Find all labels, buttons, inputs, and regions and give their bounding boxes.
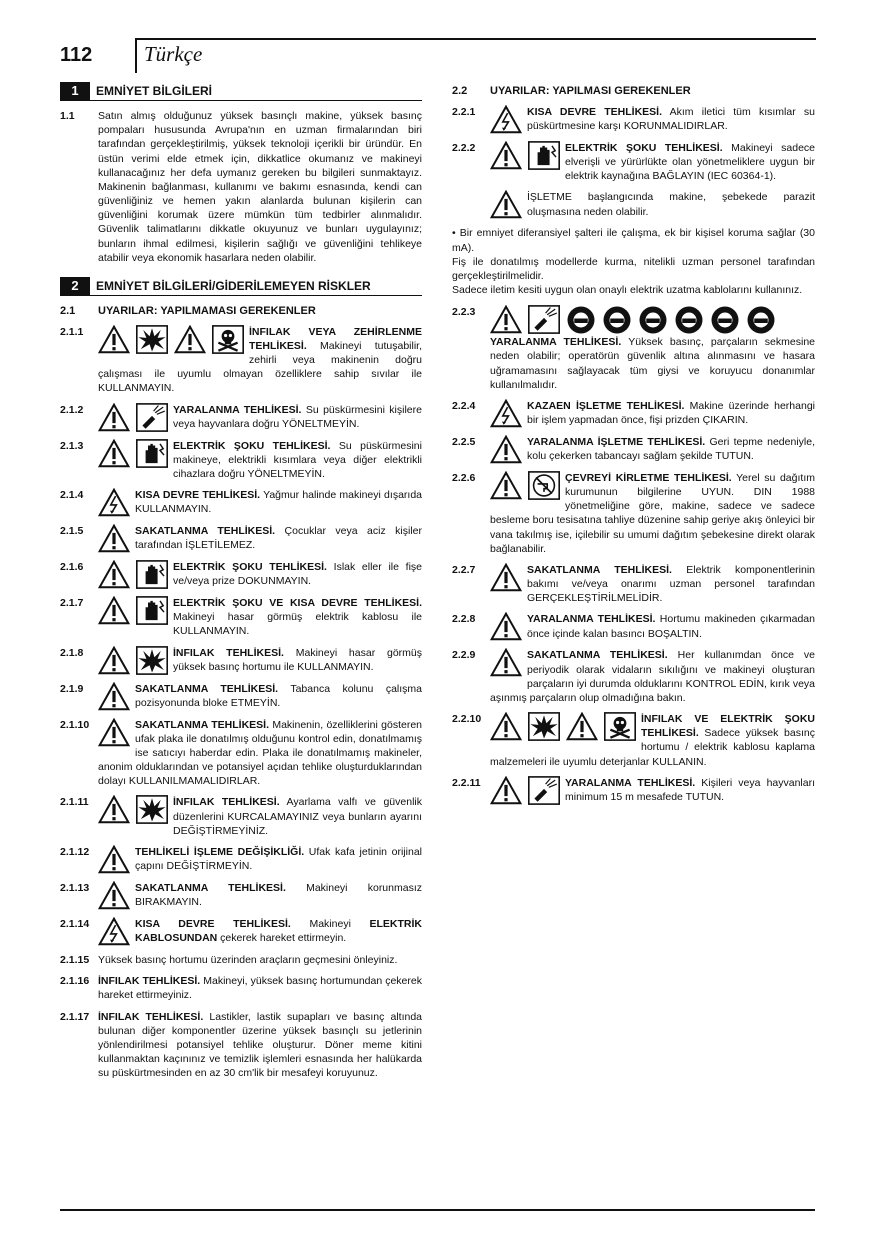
hazard-text: Yüksek basınç, parçaların sekmesine neden olabilir; operatörün güvenlik altına alınmasını ve hasara uğramamasını sağlayacak tüm giysi ve koruyucu donanımlar kullanılmalıdır. <box>490 336 815 391</box>
list-item <box>452 435 815 464</box>
list-item <box>60 1010 422 1081</box>
icon-group <box>98 718 130 747</box>
item-number: 2.1.16 <box>60 975 90 988</box>
header-divider <box>135 38 137 73</box>
warning-triangle-icon <box>98 403 130 432</box>
spray-jet-icon <box>528 776 560 805</box>
item-body <box>490 563 815 606</box>
item-text: Satın almış olduğunuz yüksek basınçlı makine, yüksek basınç pompaları hususunda Avrupa'nın en uzman firmalarından biri tarafından gerçekleştirilmiş, yüksek teknoloji içerikli bir üründür. En üstün verimi elde etmek için, dikkatlice okumanız ve makineyi kullanacağınız her defa uymanız gereken bu bilgileri sunmaktayız. Makinenin bağlanması, kullanımı ve bakımı esnasında, kendi can güvenliğiniz ve hemen yakın alanlarda bulunan kişilerin can güvenliğini korumak üzere mümkün tüm tedbirler alınmalıdır. Güvenlik talimatlarını dikkatle okuyunuz ve bunları uygulayınız; bunların ihmal edilmesi, kişilerin sağlığı ve güvenliğini tehlikeye atabilir veya ekonomik hasarlara neden olabilir. <box>98 110 422 264</box>
item-number: 2.1.11 <box>60 796 89 809</box>
hazard-text: Makine üzerinde herhangi bir işlem yapmadan önce, fişi prizden ÇIKARIN. <box>527 399 815 427</box>
item-body <box>490 648 815 705</box>
protective-equipment-icon <box>710 305 740 335</box>
left-column <box>60 82 422 1087</box>
list-item <box>60 488 422 517</box>
hazard-heading: YARALANMA TEHLİKESİ. <box>490 336 622 349</box>
hazard-heading: ELEKTRİK ŞOKU VE KISA DEVRE TEHLİKESİ. <box>173 597 422 610</box>
icon-group <box>490 776 560 805</box>
list-item <box>452 471 815 556</box>
right-column <box>452 82 815 812</box>
explosion-icon <box>136 795 168 824</box>
footer-rule <box>60 1209 815 1211</box>
hazard-text: Islak eller ile fişe ve/veya prize DOKUNMAYIN. <box>173 561 422 588</box>
hazard-heading: ELEKTRİK ŞOKU TEHLİKESİ. <box>173 561 327 574</box>
warning-triangle-icon <box>98 646 130 675</box>
item-body <box>98 560 422 589</box>
hazard-heading: ELEKTRİK ŞOKU TEHLİKESİ. <box>565 141 723 154</box>
warning-triangle-icon <box>566 712 598 741</box>
electric-hand-icon <box>136 596 168 625</box>
list-item <box>60 439 422 482</box>
spray-jet-icon <box>528 305 560 335</box>
icon-group <box>98 881 130 910</box>
warning-triangle-icon <box>98 881 130 910</box>
protective-equipment-icon <box>566 305 596 335</box>
item-body <box>98 682 422 711</box>
item-body <box>98 845 422 874</box>
electric-warning-icon <box>98 488 130 517</box>
hazard-heading: SAKATLANMA TEHLİKESİ. <box>135 525 276 538</box>
list-item <box>60 524 422 553</box>
warning-triangle-icon <box>98 560 130 589</box>
section-title: EMNİYET BİLGİLERİ/GİDERİLEMEYEN RİSKLER <box>96 278 371 293</box>
item-number: 2.2.5 <box>452 435 476 448</box>
item-body <box>98 439 422 482</box>
hazard-text: Makineyi hasar görmüş yüksek basınç hortumu ile KULLANMAYIN. <box>173 646 422 673</box>
subsection-title: UYARILAR: YAPILMASI GEREKENLER <box>490 85 691 97</box>
electric-warning-icon <box>490 399 522 428</box>
hazard-text: Makineyi hasar görmüş elektrik kablosu ile KULLANMAYIN. <box>173 611 422 638</box>
hazard-text: Lastikler, lastik supapları ve basınç altında bulunan diğer komponentler üzerine yüksek basınçlı su jetlerinin yönlendirilmesi potansiyel tehlike oluşturur. Döner meme kitini kullanmaktan kaçınınız ve temizlik işlemleri esnasında her halükarda su püskürtmesinden en az 30 cm'lik bir mesafeyi koruyunuz. <box>98 1010 423 1080</box>
hazard-heading: KISA DEVRE TEHLİKESİ. <box>527 105 663 118</box>
warning-triangle-icon <box>98 596 130 625</box>
list-item <box>60 917 422 946</box>
note-paragraph: Fiş ile donatılmış modellerde kurma, nitelikli uzman personel tarafından gerçekleştirilmelidir. <box>452 255 815 282</box>
hazard-heading: YARALANMA TEHLİKESİ. <box>527 613 656 626</box>
section-title: EMNİYET BİLGİLERİ <box>96 83 213 98</box>
icon-group <box>98 325 244 354</box>
icon-group <box>98 488 130 517</box>
item-body <box>98 646 422 675</box>
item-body <box>98 795 422 838</box>
hazard-heading: ELEKTRİK ŞOKU TEHLİKESİ. <box>173 439 331 452</box>
list-item <box>60 881 422 910</box>
item-body <box>490 776 815 805</box>
list-item <box>452 776 815 805</box>
hazard-text: Makineyi korunmasız BIRAKMAYIN. <box>135 882 422 909</box>
section-2-header <box>60 277 422 296</box>
hazard-heading: ÇEVREYİ KİRLETME TEHLİKESİ. <box>565 471 732 484</box>
hazard-text: çekerek hareket ettirmeyin. <box>217 932 347 945</box>
hazard-text: Makineyi sadece elverişli ve yürürlükte olan yönetmeliklere uygun bir elektrik kaynağına BAĞLAYIN (IEC 60364-1). <box>565 141 815 183</box>
warning-triangle-icon <box>490 563 522 592</box>
list-item <box>60 560 422 589</box>
item-number: 2.1.13 <box>60 882 90 894</box>
subsection-title: UYARILAR: YAPILMAMASI GEREKENLER <box>98 304 316 317</box>
warning-triangle-icon <box>174 325 206 354</box>
item-body <box>490 141 815 184</box>
icon-group <box>490 105 522 134</box>
hazard-text: Yağmur halinde makineyi dışarıda KULLANMAYIN. <box>135 489 422 516</box>
icon-group <box>490 563 522 592</box>
warning-triangle-icon <box>490 471 522 500</box>
hazard-heading: YARALANMA TEHLİKESİ. <box>565 776 696 789</box>
warning-triangle-icon <box>98 325 130 354</box>
item-body <box>98 953 422 967</box>
warning-triangle-icon <box>490 190 522 219</box>
icon-group <box>490 612 522 641</box>
list-item <box>452 399 815 428</box>
icon-group <box>98 646 168 675</box>
icon-group <box>98 917 130 946</box>
icon-group <box>490 435 522 464</box>
hazard-heading: YARALANMA TEHLİKESİ. <box>173 403 302 416</box>
icon-group <box>490 399 522 428</box>
hazard-text: Makineyi tutuşabilir, zehirli veya makinenin doğru çalışması ile uyumlu olmayan özelliklere sahip sıvılar ile KULLANMAYIN. <box>98 339 422 395</box>
icon-group <box>98 845 130 874</box>
item-number: 2.1.10 <box>60 718 90 731</box>
hazard-text: Su püskürmesini makineye, elektrikli kısımlara veya diğer elektrikli cihazlara doğru YÖNELTMEYİN. <box>173 439 422 480</box>
electric-hand-icon <box>136 560 168 589</box>
list-item <box>60 682 422 711</box>
note-paragraph: Sadece iletim kesiti uygun olan onaylı elektrik uzatma kablolarını kullanınız. <box>452 284 803 297</box>
hazard-text: Akım iletici tüm kısımlar su püskürtmesine karşı KORUNMALIDIRLAR. <box>527 105 815 133</box>
hazard-heading: SAKATLANMA TEHLİKESİ. <box>527 563 672 576</box>
note-paragraph: • Bir emniyet diferansiyel şalteri ile çalışma, ek bir kişisel koruma sağlar (30 mA). <box>452 227 815 254</box>
item-body <box>98 917 422 946</box>
subsection-number: 2.2 <box>452 85 468 97</box>
hazard-text: Makineyi <box>290 918 370 930</box>
subsection-number: 2.1 <box>60 304 76 317</box>
list-item <box>452 563 815 606</box>
warning-triangle-icon <box>490 712 522 741</box>
item-number: 2.2.11 <box>452 776 481 789</box>
list-item <box>60 845 422 874</box>
list-item <box>60 325 422 396</box>
item-body <box>98 488 422 517</box>
hazard-text: Yerel su dağıtım kurumunun bilgilerine UYUN. DIN 1988 yönetmeliğine göre, makine, sadece ve sadece besleme boru tesisatına tahliye düzenine sahip geriye akış önleyici bir vana takılmış ise, içilebilir su umumi dağıtım şebekesine direkt olarak bağlanabilir. <box>490 471 815 555</box>
item-1-1 <box>60 109 422 265</box>
icon-group <box>490 471 560 500</box>
hazard-text: Geri tepme nedeniyle, kolu çekerken tabancayı sağlam şekilde TUTUN. <box>527 435 815 463</box>
warning-triangle-icon <box>98 795 130 824</box>
hazard-text: Hortumu makineden çıkarmadan önce içinde kalan basıncı BOŞALTIN. <box>527 613 815 640</box>
electric-warning-icon <box>490 105 522 134</box>
icon-group <box>490 712 636 741</box>
item-number: 2.2.2 <box>452 141 476 154</box>
explosion-icon <box>136 325 168 354</box>
hazard-heading: SAKATLANMA TEHLİKESİ. <box>135 682 279 695</box>
list-item <box>452 612 815 641</box>
hazard-heading: İNFILAK TEHLİKESİ. <box>98 1010 204 1023</box>
section-number: 2 <box>60 277 90 295</box>
item-number: 2.2.9 <box>452 649 476 662</box>
hazard-text: Makinenin, özelliklerini gösteren ufak plaka ile donatılmış olduğunu kontrol edin, donatılmamış ise satıcıyı haberdar edin. Plaka ile donatılmamış makineler, anonim olduklarından ve potansiyel açıdan tehlike oluşturduklarından dolayı KULLANILMAMALIDIRLAR. <box>98 718 422 788</box>
item-number: 2.2.8 <box>452 613 476 626</box>
list-item <box>60 718 422 789</box>
item-body <box>98 1010 422 1081</box>
protective-equipment-icon <box>638 305 668 335</box>
section-number: 1 <box>60 82 90 100</box>
section-1-header <box>60 82 422 101</box>
hazard-text: Sadece yüksek basınç hortumu / elektrik kablosu kaplama malzemeleri ile uyumlu deterjanlar KULLANIN. <box>490 727 815 768</box>
page-number: 112 <box>60 44 93 66</box>
warning-triangle-icon <box>98 524 130 553</box>
electric-hand-icon <box>136 439 168 468</box>
hazard-heading: KISA DEVRE TEHLİKESİ. <box>135 489 261 502</box>
icon-group <box>98 682 130 711</box>
header-rule <box>136 38 816 40</box>
list-item <box>60 953 422 967</box>
protective-equipment-icon <box>602 305 632 335</box>
icon-group <box>98 524 130 553</box>
item-number: 2.2.10 <box>452 713 482 726</box>
hazard-heading: İNFILAK VEYA ZEHİRLENME TEHLİKESİ. <box>249 325 422 352</box>
icon-group <box>98 439 168 468</box>
icon-group <box>98 560 168 589</box>
hazard-heading: İNFILAK VE ELEKTRİK ŞOKU TEHLİKESİ. <box>641 713 815 740</box>
item-number: 2.1.9 <box>60 682 84 695</box>
poison-icon <box>212 325 244 354</box>
list-item <box>452 141 815 184</box>
hazard-heading: YARALANMA İŞLETME TEHLİKESİ. <box>527 435 706 448</box>
item-body <box>490 612 815 641</box>
protective-equipment-icon <box>674 305 704 335</box>
item-number <box>452 190 490 219</box>
item-number: 2.1.8 <box>60 646 84 659</box>
list-item <box>452 105 815 134</box>
electrical-notes <box>452 226 815 297</box>
hazard-heading: İNFILAK TEHLİKESİ. <box>173 646 284 659</box>
hazard-text: Makineyi, yüksek basınç hortumundan çekerek hareket ettirmeyiniz. <box>98 975 422 1002</box>
list-item <box>60 974 422 1002</box>
item-number: 2.1.3 <box>60 439 84 452</box>
warning-triangle-icon <box>490 435 522 464</box>
icon-group <box>98 795 168 824</box>
hazard-text: Her kullanımdan önce ve periyodik olarak vidaların sıkılığını ve makineyi oluşturan parçaların iyi durumda olduklarını KONTROL EDİN, kırık veya aşınmış parçaların olup olmadığına bakın. <box>490 649 815 704</box>
hazard-text: Çocuklar veya aciz kişiler tarafından İŞLETİLEMEZ. <box>135 525 422 552</box>
item-body <box>98 524 422 553</box>
hazard-heading: KISA DEVRE TEHLİKESİ. <box>135 918 291 930</box>
subsection-2-1 <box>60 304 422 319</box>
language-title: Türkçe <box>144 42 203 66</box>
icon-group <box>98 596 168 625</box>
item-body <box>98 718 422 789</box>
electric-hand-icon <box>528 141 560 170</box>
hazard-text: Elektrik komponentlerinin bakımı ve/veya onarımı uzman personel tarafından GERÇEKLEŞTİRİLMELİDİR. <box>527 563 815 605</box>
item-body <box>490 435 815 464</box>
item-body <box>98 596 422 639</box>
warning-triangle-icon <box>490 141 522 170</box>
hazard-text: Kişileri veya hayvanları minimum 15 m mesafede TUTUN. <box>565 776 816 803</box>
hazard-heading: KAZAEN İŞLETME TEHLİKESİ. <box>527 399 685 412</box>
hazard-heading: SAKATLANMA TEHLİKESİ. <box>135 718 269 731</box>
warning-triangle-icon <box>98 845 130 874</box>
item-body <box>490 471 815 556</box>
icon-group <box>490 648 522 677</box>
hazard-heading: İNFILAK TEHLİKESİ. <box>173 796 280 809</box>
item-number: 2.1.12 <box>60 846 90 858</box>
warning-triangle-icon <box>98 439 130 468</box>
list-item <box>60 596 422 639</box>
item-body <box>490 712 815 769</box>
item-body <box>98 881 422 910</box>
hazard-heading: SAKATLANMA TEHLİKESİ. <box>135 882 286 894</box>
warning-triangle-icon <box>98 718 130 747</box>
item-number: 2.1.4 <box>60 489 84 502</box>
item-number: 2.2.1 <box>452 105 476 118</box>
list-item <box>452 712 815 769</box>
electric-warning-icon <box>98 917 130 946</box>
warning-triangle-icon <box>98 682 130 711</box>
hazard-text: Yüksek basınç hortumu üzerinden araçların geçmesini önleyiniz. <box>98 954 398 966</box>
item-body <box>98 403 422 432</box>
icon-group <box>490 190 522 219</box>
icon-group <box>490 305 776 335</box>
list-item <box>452 648 815 705</box>
warning-triangle-icon <box>490 648 522 677</box>
item-number: 2.1.5 <box>60 525 84 538</box>
hazard-text: Su püskürmesini kişilere veya hayvanlara doğru YÖNELTMEYİN. <box>173 403 422 430</box>
item-body <box>490 105 815 134</box>
hazard-text: Ufak kafa jetinin orijinal çapını DEĞİŞTİRMEYİN. <box>135 846 422 873</box>
list-item <box>452 190 815 219</box>
item-number: 2.1.7 <box>60 597 84 610</box>
item-number: 2.1.1 <box>60 325 84 338</box>
icon-group <box>490 141 560 170</box>
item-number: 2.2.4 <box>452 399 476 412</box>
item-number: 2.1.15 <box>60 954 90 966</box>
subsection-2-2 <box>452 84 815 99</box>
hazard-heading: İNFILAK TEHLİKESİ. <box>98 975 201 988</box>
hazard-heading: TEHLİKELİ İŞLEME DEĞİŞİKLİĞİ. <box>135 846 305 858</box>
poison-icon <box>604 712 636 741</box>
item-body <box>490 305 815 392</box>
item-number: 2.1.2 <box>60 403 84 416</box>
icon-group <box>98 403 168 432</box>
item-number: 1.1 <box>60 110 75 122</box>
hazard-text: Tabanca kolunu çalışma pozisyonunda bloke ETMEYİN. <box>135 682 422 709</box>
item-body <box>490 399 815 428</box>
warning-triangle-icon <box>490 305 522 335</box>
item-number: 2.1.17 <box>60 1010 90 1023</box>
item-body <box>490 190 815 219</box>
list-item <box>60 795 422 838</box>
list-item <box>60 646 422 675</box>
hazard-text: Ayarlama valfı ve güvenlik düzenlerini KURCALAMAYINIZ veya bunların ayarını DEĞİŞTİRMEYİNİZ. <box>173 796 422 837</box>
item-number: 2.1.14 <box>60 918 90 930</box>
item-number: 2.2.7 <box>452 563 476 576</box>
item-number: 2.1.6 <box>60 561 84 574</box>
list-item <box>452 305 815 392</box>
warning-triangle-icon <box>490 776 522 805</box>
hazard-emphasis: ELEKTRİK KABLOSUNDAN <box>135 918 423 945</box>
item-number: 2.2.6 <box>452 471 476 484</box>
spray-jet-icon <box>136 403 168 432</box>
protective-equipment-icon <box>746 305 776 335</box>
hazard-heading: SAKATLANMA TEHLİKESİ. <box>527 649 668 662</box>
list-item <box>60 403 422 432</box>
item-body <box>98 325 422 396</box>
water-tap-icon <box>528 471 560 500</box>
explosion-icon <box>528 712 560 741</box>
item-body <box>98 974 422 1002</box>
hazard-text: İŞLETME başlangıcında makine, şebekede parazit oluşmasına neden olabilir. <box>527 191 815 218</box>
warning-triangle-icon <box>490 612 522 641</box>
explosion-icon <box>136 646 168 675</box>
item-number: 2.2.3 <box>452 306 476 319</box>
